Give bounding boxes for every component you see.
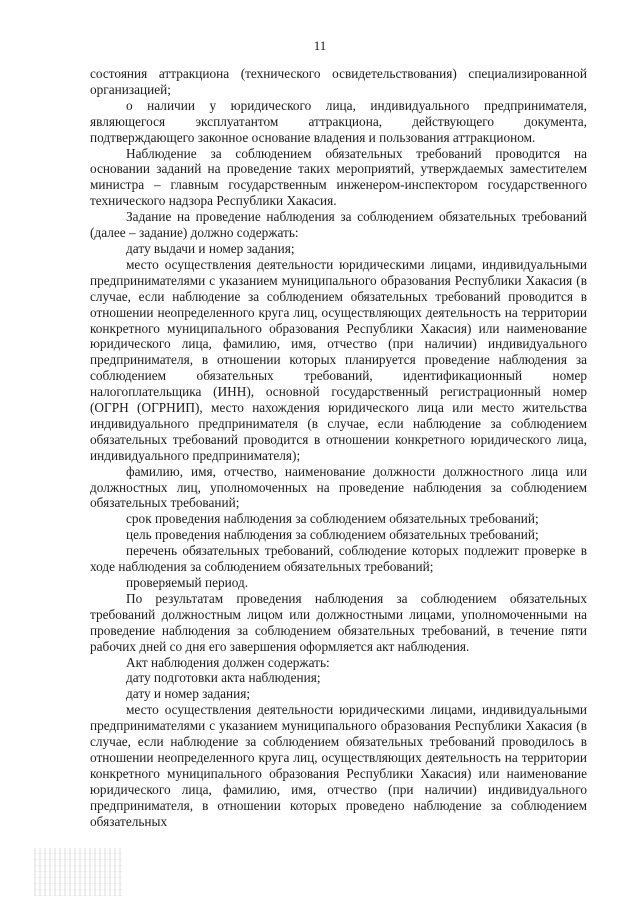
paragraph-act-contents: Акт наблюдения должен содержать:	[126, 654, 330, 670]
paragraph-item-ownership-document: о наличии у юридического лица, индивидуального предпринимателя, являющегося эксплуатантом аттракциона, действующего документа, подтверждающего законное основание владения и пользования аттракционом.	[90, 97, 587, 145]
page-number: 11	[313, 38, 327, 53]
paragraph-item-place-of-activity: место осуществления деятельности юридическими лицами, индивидуальными предпринимателями с указанием муниципального образования Республики Хакасия (в случае, если наблюдение за соблюдением обязательных требований проводится в отношении неопределенного круга лиц, осуществляющих деятельность на территории конкретного муниципального образования Республики Хакасия) или наименование юридического лица, фамилию, имя, отчество (при наличии) индивидуального предпринимателя, в отношении которых планируется проведение наблюдения за соблюдением обязательных требований, идентификационный номер налогоплательщика (ИНН), основной государственный регистрационный номер (ОГРН (ОГРНИП), место нахождения юридического лица или место жительства индивидуального предпринимателя (в случае, если наблюдение за соблюдением обязательных требований проводится в отношении конкретного юридического лица, индивидуального предпринимателя);	[90, 256, 587, 463]
paragraph-assignment-contents: Задание на проведение наблюдения за соблюдением обязательных требований (далее – задание) должно содержать:	[90, 209, 587, 241]
paragraph-item-date-number: дату выдачи и номер задания;	[126, 240, 295, 256]
paragraph-continuation: состояния аттракциона (технического освидетельствования) специализированной организацией;	[90, 66, 587, 97]
document-body	[90, 66, 587, 830]
paragraph-item-act-place-of-activity: место осуществления деятельности юридическими лицами, индивидуальными предпринимателями с указанием муниципального образования Республики Хакасия (в случае, если наблюдение за соблюдением обязательных требований проводилось в отношении неопределенного круга лиц, осуществляющих деятельность на территории конкретного муниципального образования Республики Хакасия) или наименование юридического лица, фамилию, имя, отчество (при наличии) индивидуального предпринимателя, в отношении которых проведено наблюдение за соблюдением обязательных	[90, 702, 587, 829]
paragraph-item-period: проверяемый период.	[126, 575, 249, 590]
paragraph-item-term: срок проведения наблюдения за соблюдением обязательных требований;	[126, 511, 539, 527]
paragraph-observation-basis: Наблюдение за соблюдением обязательных требований проводится на основании заданий на проведение таких мероприятий, утверждаемых заместителем министра – главным государственным инженером-инспектором государственного технического надзора Республики Хакасия.	[90, 145, 587, 209]
paragraph-results: По результатам проведения наблюдения за соблюдением обязательных требований должностным лицом или должностными лицами, уполномоченными на проведение наблюдения за соблюдением обязательных требований, в течение пяти рабочих дней со дня его завершения оформляется акт наблюдения.	[90, 590, 587, 654]
paragraph-item-requirements-list: перечень обязательных требований, соблюдение которых подлежит проверке в ходе наблюдения за соблюдением обязательных требований;	[90, 543, 587, 575]
scan-artifact	[34, 848, 122, 896]
paragraph-item-officials: фамилию, имя, отчество, наименование должности должностного лица или должностных лиц, уполномоченных на проведение наблюдения за соблюдением обязательных требований;	[90, 463, 587, 511]
paragraph-item-act-date: дату подготовки акта наблюдения;	[126, 670, 321, 686]
paragraph-item-assignment-date-number: дату и номер задания;	[126, 686, 251, 702]
paragraph-item-purpose: цель проведения наблюдения за соблюдением обязательных требований;	[126, 527, 539, 543]
